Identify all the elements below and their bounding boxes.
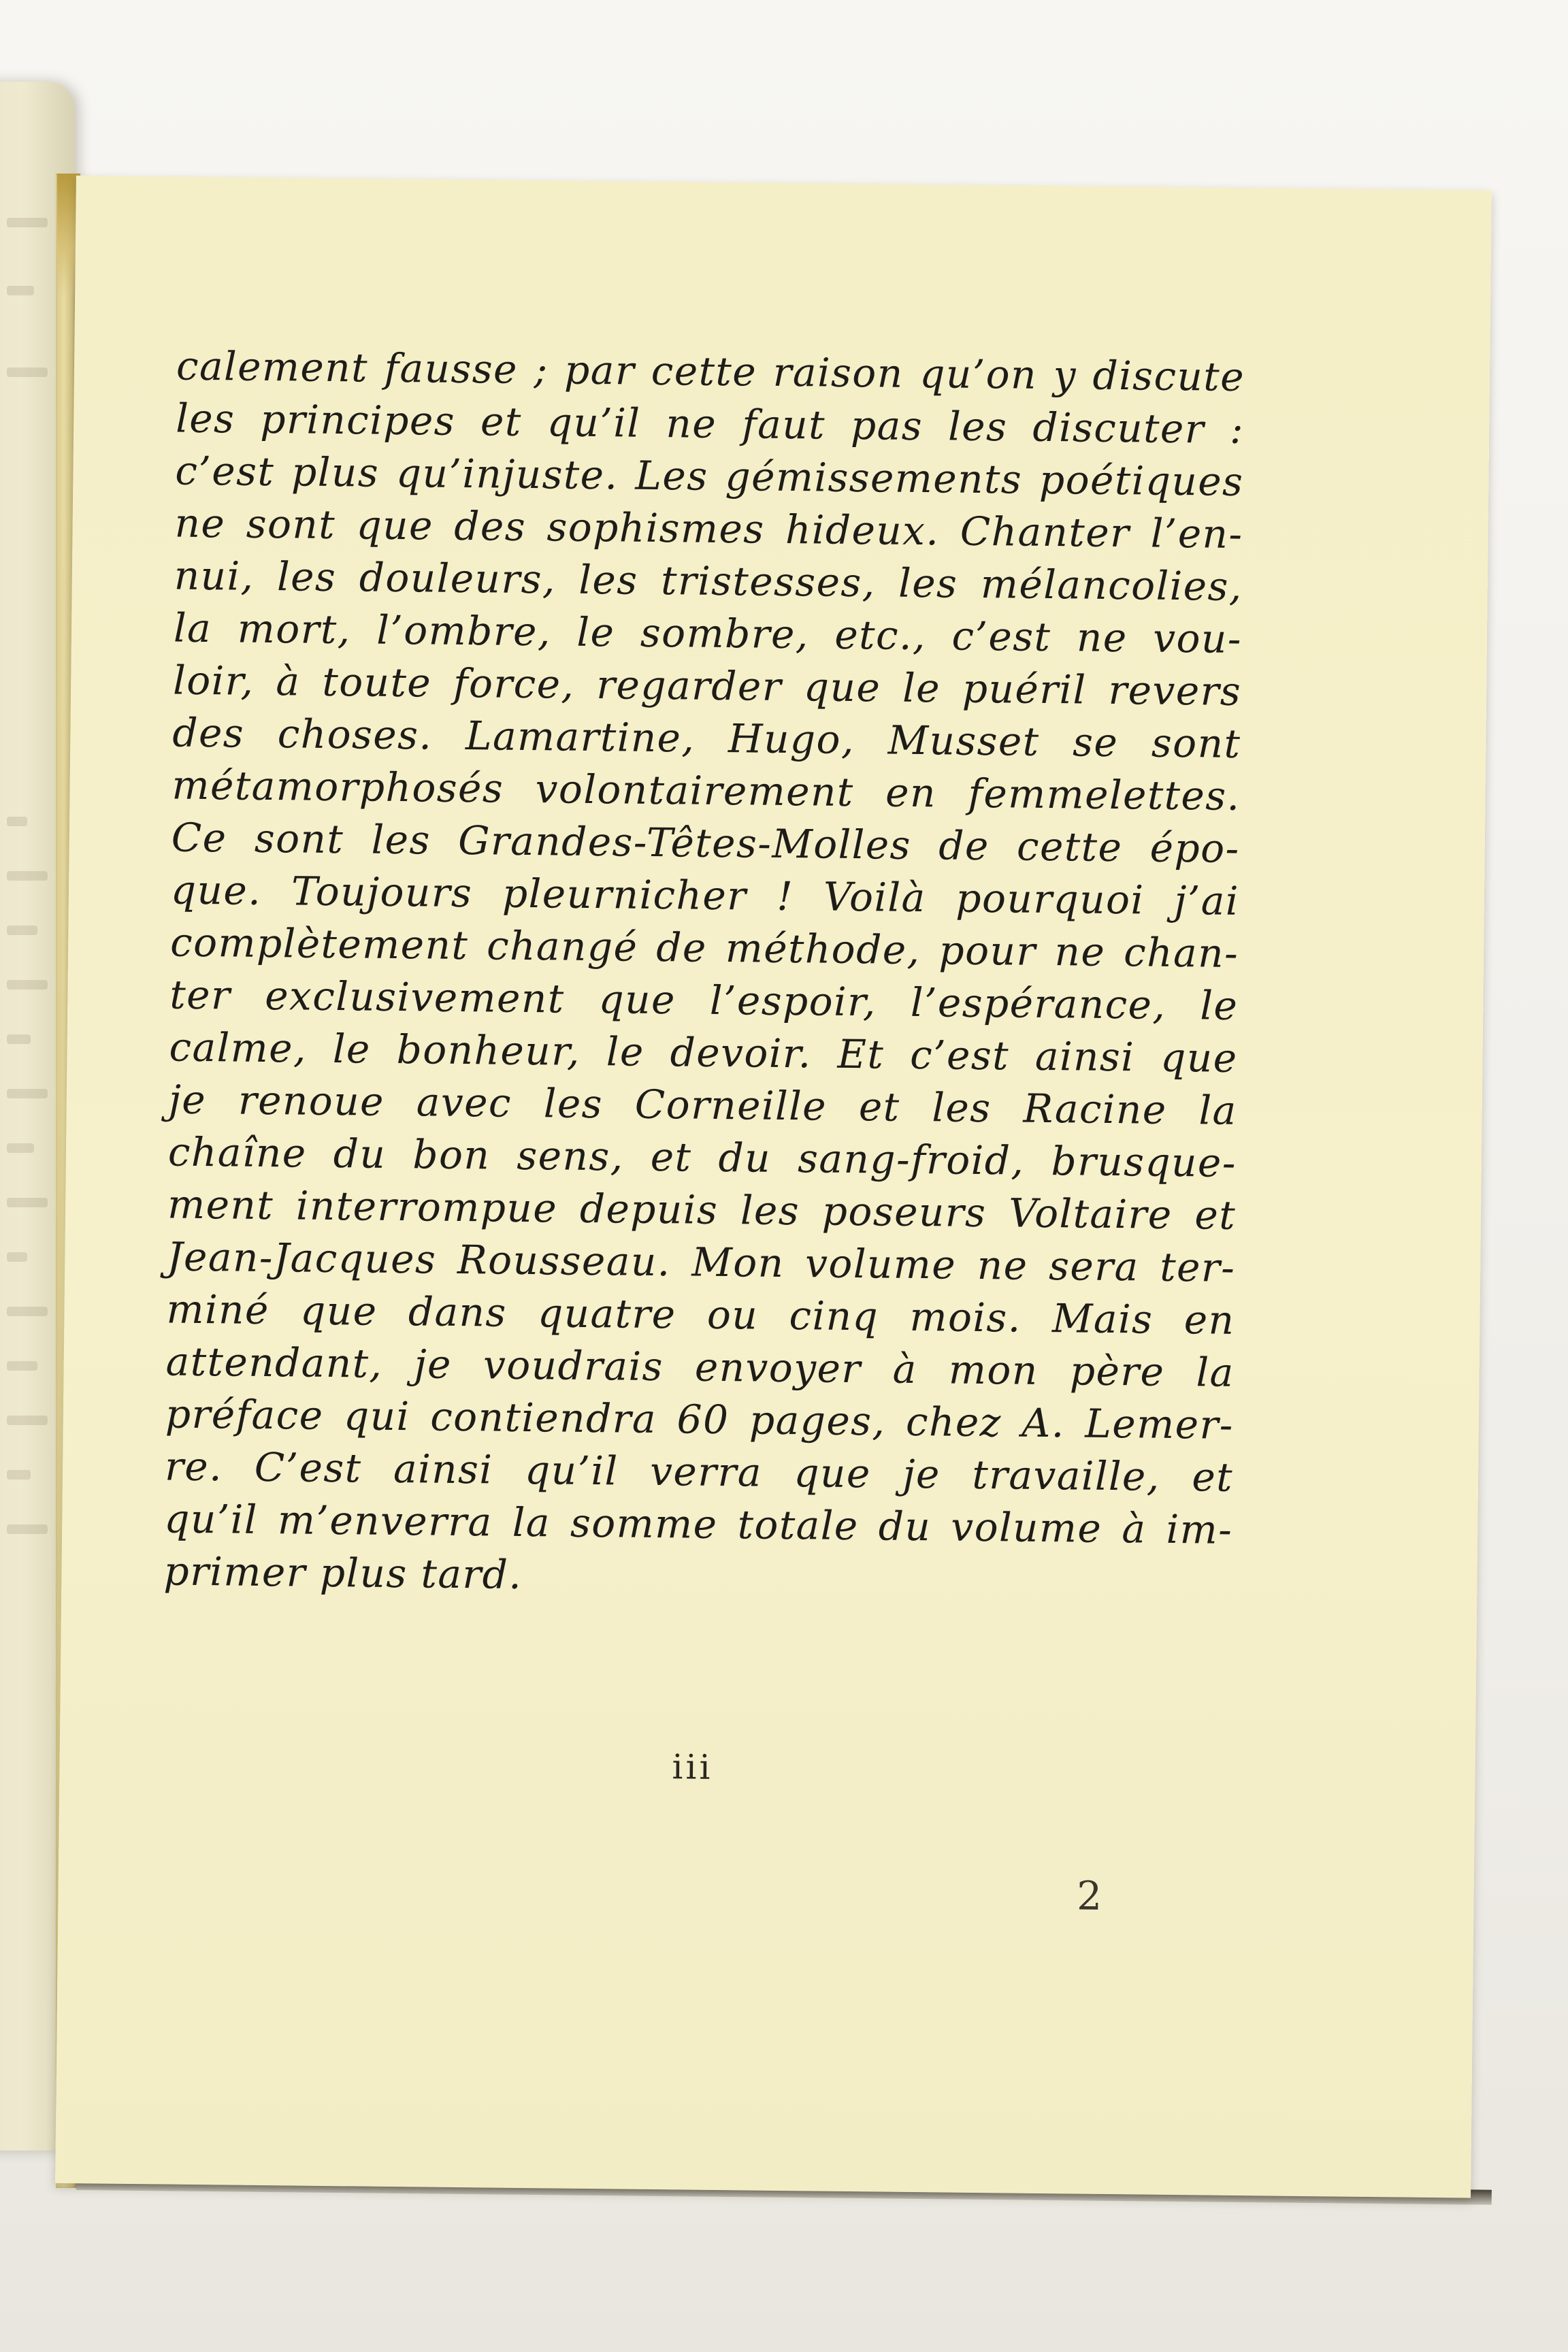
text-line: re. C’est ainsi qu’il verra que je travaille, et	[164, 1443, 1234, 1501]
text-line: loir, à toute force, regarder que le puéril revers	[172, 657, 1242, 715]
text-line: complètement changé de méthode, pour ne chan-	[169, 919, 1239, 977]
text-line: miné que dans quatre ou cinq mois. Mais en	[166, 1286, 1235, 1343]
facing-page-text-trace	[7, 1307, 48, 1316]
text-line: calme, le bonheur, le devoir. Et c’est ainsi que	[169, 1024, 1238, 1081]
page-number: iii	[672, 1747, 713, 1787]
facing-page-text-trace	[7, 1089, 48, 1098]
book-page	[55, 176, 1492, 2198]
facing-page-text-trace	[7, 1470, 31, 1480]
text-line: des choses. Lamartine, Hugo, Musset se sont	[172, 709, 1241, 767]
facing-page-text-trace	[7, 1143, 34, 1153]
text-line: qu’il m’enverra la somme totale du volume à im-	[163, 1495, 1233, 1553]
text-line last-line: primer plus tard.	[163, 1548, 523, 1598]
facing-page-text-trace	[7, 368, 48, 377]
facing-page-text-trace	[7, 817, 27, 826]
text-line: métamorphosés volontairement en femmelettes.	[172, 762, 1241, 819]
text-line: ne sont que des sophismes hideux. Chanter l’en-	[174, 500, 1243, 557]
text-line: ment interrompue depuis les poseurs Voltaire et	[167, 1181, 1237, 1239]
facing-page-text-trace	[7, 980, 48, 990]
facing-page-text-trace	[7, 218, 48, 227]
facing-page-text-trace	[7, 1361, 37, 1371]
text-line: chaîne du bon sens, et du sang-froid, brusque-	[167, 1128, 1237, 1186]
text-line: Ce sont les Grandes-Têtes-Molles de cette épo-	[171, 814, 1241, 872]
facing-page-text-trace	[7, 1034, 31, 1044]
facing-page-text-trace	[7, 926, 37, 935]
body-text	[163, 340, 1245, 1609]
text-line: préface qui contiendra 60 pages, chez A. Lemer-	[165, 1390, 1235, 1448]
facing-page-text-trace	[7, 286, 34, 295]
facing-page-text-trace	[7, 1416, 48, 1425]
facing-page-text-trace	[7, 1524, 48, 1534]
text-line: c’est plus qu’injuste. Les gémissements poétiques	[175, 447, 1244, 505]
text-line: ter exclusivement que l’espoir, l’espérance, le	[169, 971, 1239, 1029]
text-line: nui, les douleurs, les tristesses, les mélancolies,	[174, 552, 1243, 610]
text-line: attendant, je voudrais envoyer à mon père la	[165, 1338, 1235, 1396]
facing-page-text-trace	[7, 871, 48, 881]
text-line: que. Toujours pleurnicher ! Voilà pourquoi j’ai	[170, 866, 1240, 924]
text-line: je renoue avec les Corneille et les Racine la	[168, 1076, 1238, 1134]
text-line: Jean-Jacques Rousseau. Mon volume ne sera ter-	[167, 1233, 1236, 1291]
facing-page-text-trace	[7, 1252, 27, 1262]
signature-mark: 2	[1076, 1872, 1102, 1919]
facing-page-text-trace	[7, 1198, 48, 1207]
text-line: calement fausse ; par cette raison qu’on y discute	[176, 342, 1245, 400]
text-line: les principes et qu’il ne faut pas les discuter :	[175, 395, 1245, 453]
text-line: la mort, l’ombre, le sombre, etc., c’est ne vou-	[173, 604, 1243, 662]
